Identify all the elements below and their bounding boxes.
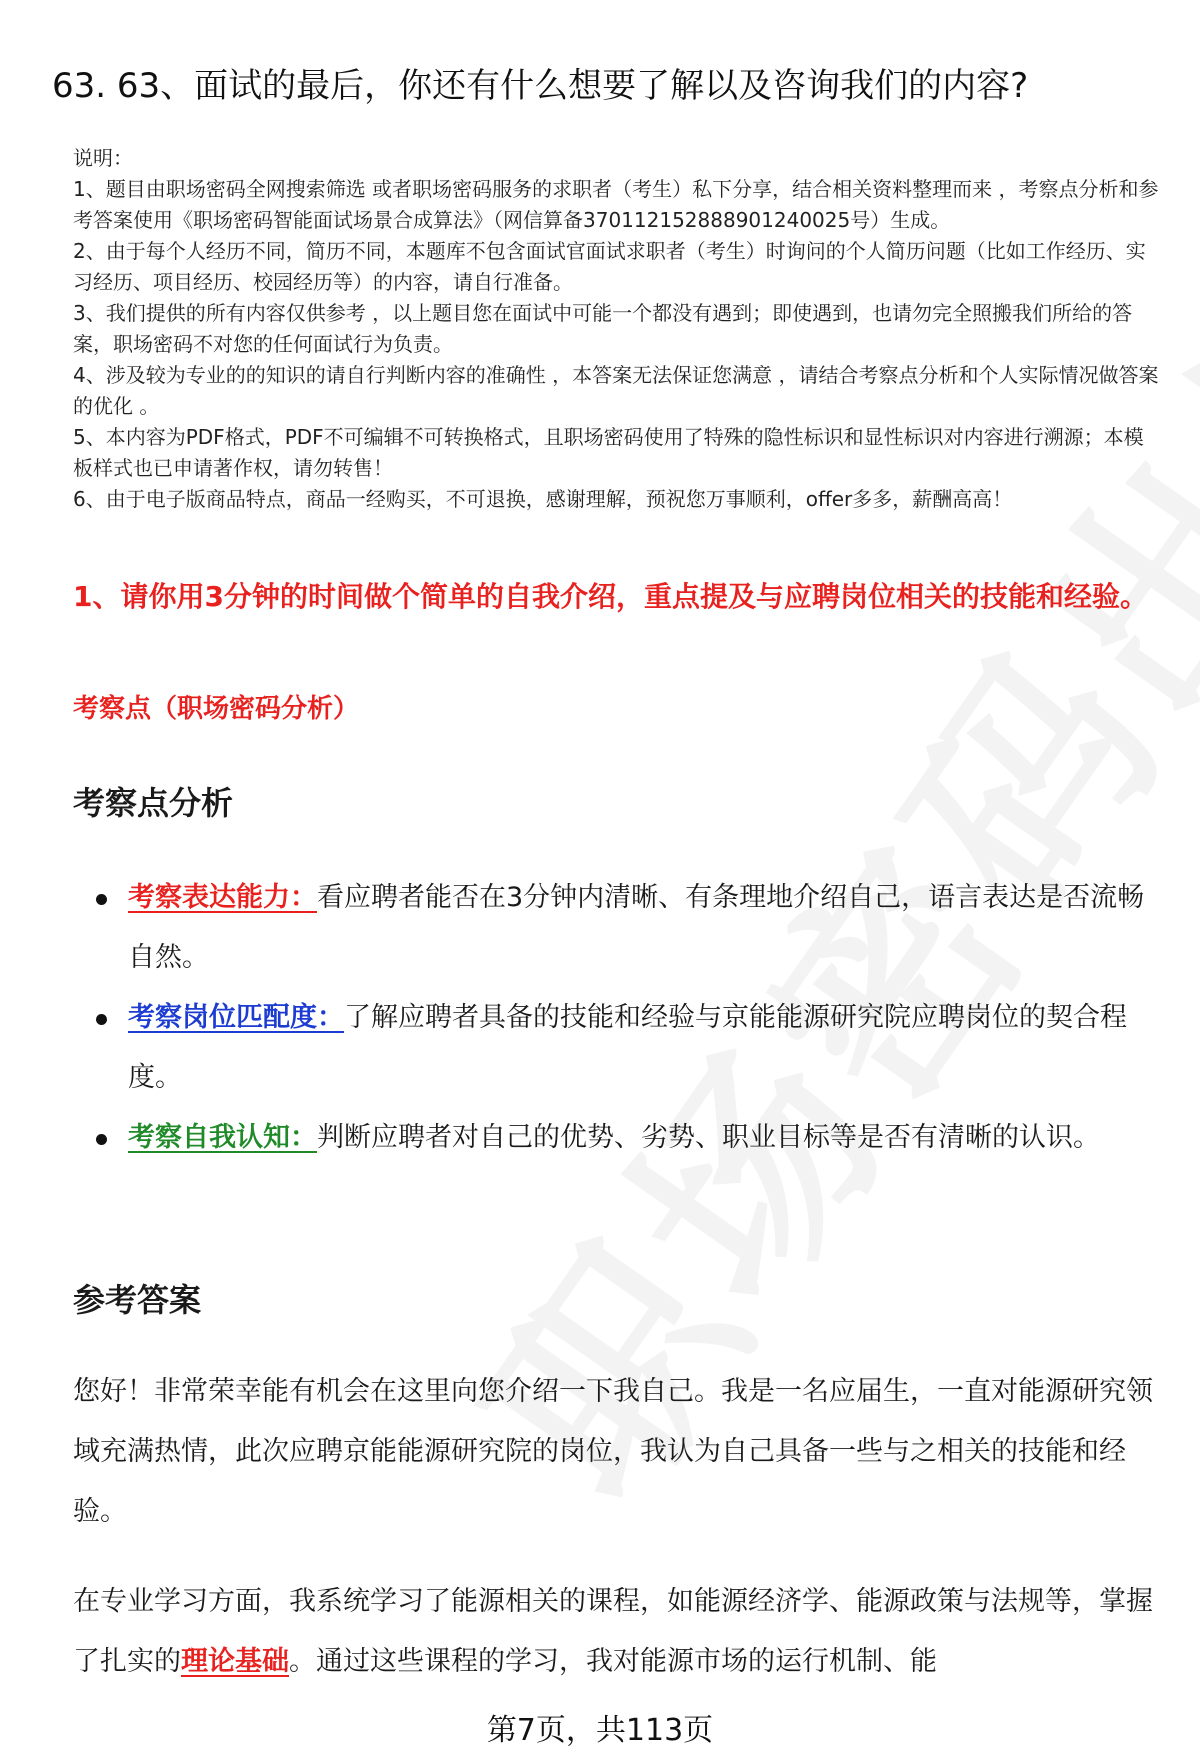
notes-line: 4、涉及较为专业的的知识的请自行判断内容的准确性 ，本答案无法保证您满意 ，请结合考察点分析和个人实际情况做答案的优化 。 [73,363,1159,418]
answer-paragraph [73,1572,1163,1692]
notes-line: 2、由于每个人经历不同，简历不同，本题库不包含面试官面试求职者（考生）时询问的个人简历问题（比如工作经历、实习经历、项目经历、校园经历等）的内容，请自行准备。 [73,239,1146,294]
notes-line: 说明： [73,146,133,170]
bullet-dot-icon [96,894,107,905]
analysis-heading: 考察点分析 [73,784,234,822]
list-item-text: 了解应聘者具备的技能和经验与京能能源研究院应聘岗位的契合程度。 [128,1002,1127,1093]
answer-heading: 参考答案 [73,1281,202,1319]
keyword-label: 考察自我认知： [128,1122,317,1153]
page-number: 第7页，共113页 [486,1713,714,1748]
list-item [90,988,1150,1108]
list-item [90,1108,1150,1168]
highlight-term: 理论基础 [181,1646,289,1677]
question-heading: 1、请你用3分钟的时间做个简单的自我介绍，重点提及与应聘岗位相关的技能和经验。 [73,580,1148,613]
keyword-label: 考察岗位匹配度： [128,1002,344,1033]
list-item-text: 判断应聘者对自己的优势、劣势、职业目标等是否有清晰的认识。 [317,1122,1100,1153]
answer-paragraph: 您好！非常荣幸能有机会在这里向您介绍一下我自己。我是一名应届生，一直对能源研究领域充满热情，此次应聘京能能源研究院的岗位，我认为自己具备一些与之相关的技能和经验。 [73,1376,1153,1527]
notes-line: 3、我们提供的所有内容仅供参考 ，以上题目您在面试中可能一个都没有遇到；即使遇到，也请勿完全照搬我们所给的答案，职场密码不对您的任何面试行为负责。 [73,301,1133,356]
notes-line: 1、题目由职场密码全网搜索筛选 或者职场密码服务的求职者（考生）私下分享，结合相关资料整理而来 ，考察点分析和参考答案使用《职场密码智能面试场景合成算法》（网信算备370112152888901240025号）生成。 [73,177,1159,232]
keyword-label: 考察表达能力： [128,882,317,913]
answer-text: 在专业学习方面，我系统学习了能源相关的课程，如能源经济学、能源政策与法规等，掌握了扎实的 [73,1586,1153,1677]
list-item [90,868,1150,988]
notes-block [73,143,1163,515]
list-item-text: 看应聘者能否在3分钟内清晰、有条理地介绍自己，语言表达是否流畅自然。 [128,882,1145,973]
notes-line: 6、由于电子版商品特点，商品一经购买，不可退换，感谢理解，预祝您万事顺利，offer多多，薪酬高高！ [73,487,1013,511]
analysis-list [90,868,1150,1168]
bullet-dot-icon [96,1014,107,1025]
page-title: 63. 63、面试的最后，你还有什么想要了解以及咨询我们的内容? [52,66,1029,106]
bullet-dot-icon [96,1134,107,1145]
answer-text: 。通过这些课程的学习，我对能源市场的运行机制、能 [289,1646,937,1677]
notes-line: 5、本内容为PDF格式，PDF不可编辑不可转换格式，且职场密码使用了特殊的隐性标识和显性标识对内容进行溯源；本模板样式也已申请著作权，请勿转售！ [73,425,1144,480]
analysis-sub-label: 考察点（职场密码分析） [73,694,360,724]
